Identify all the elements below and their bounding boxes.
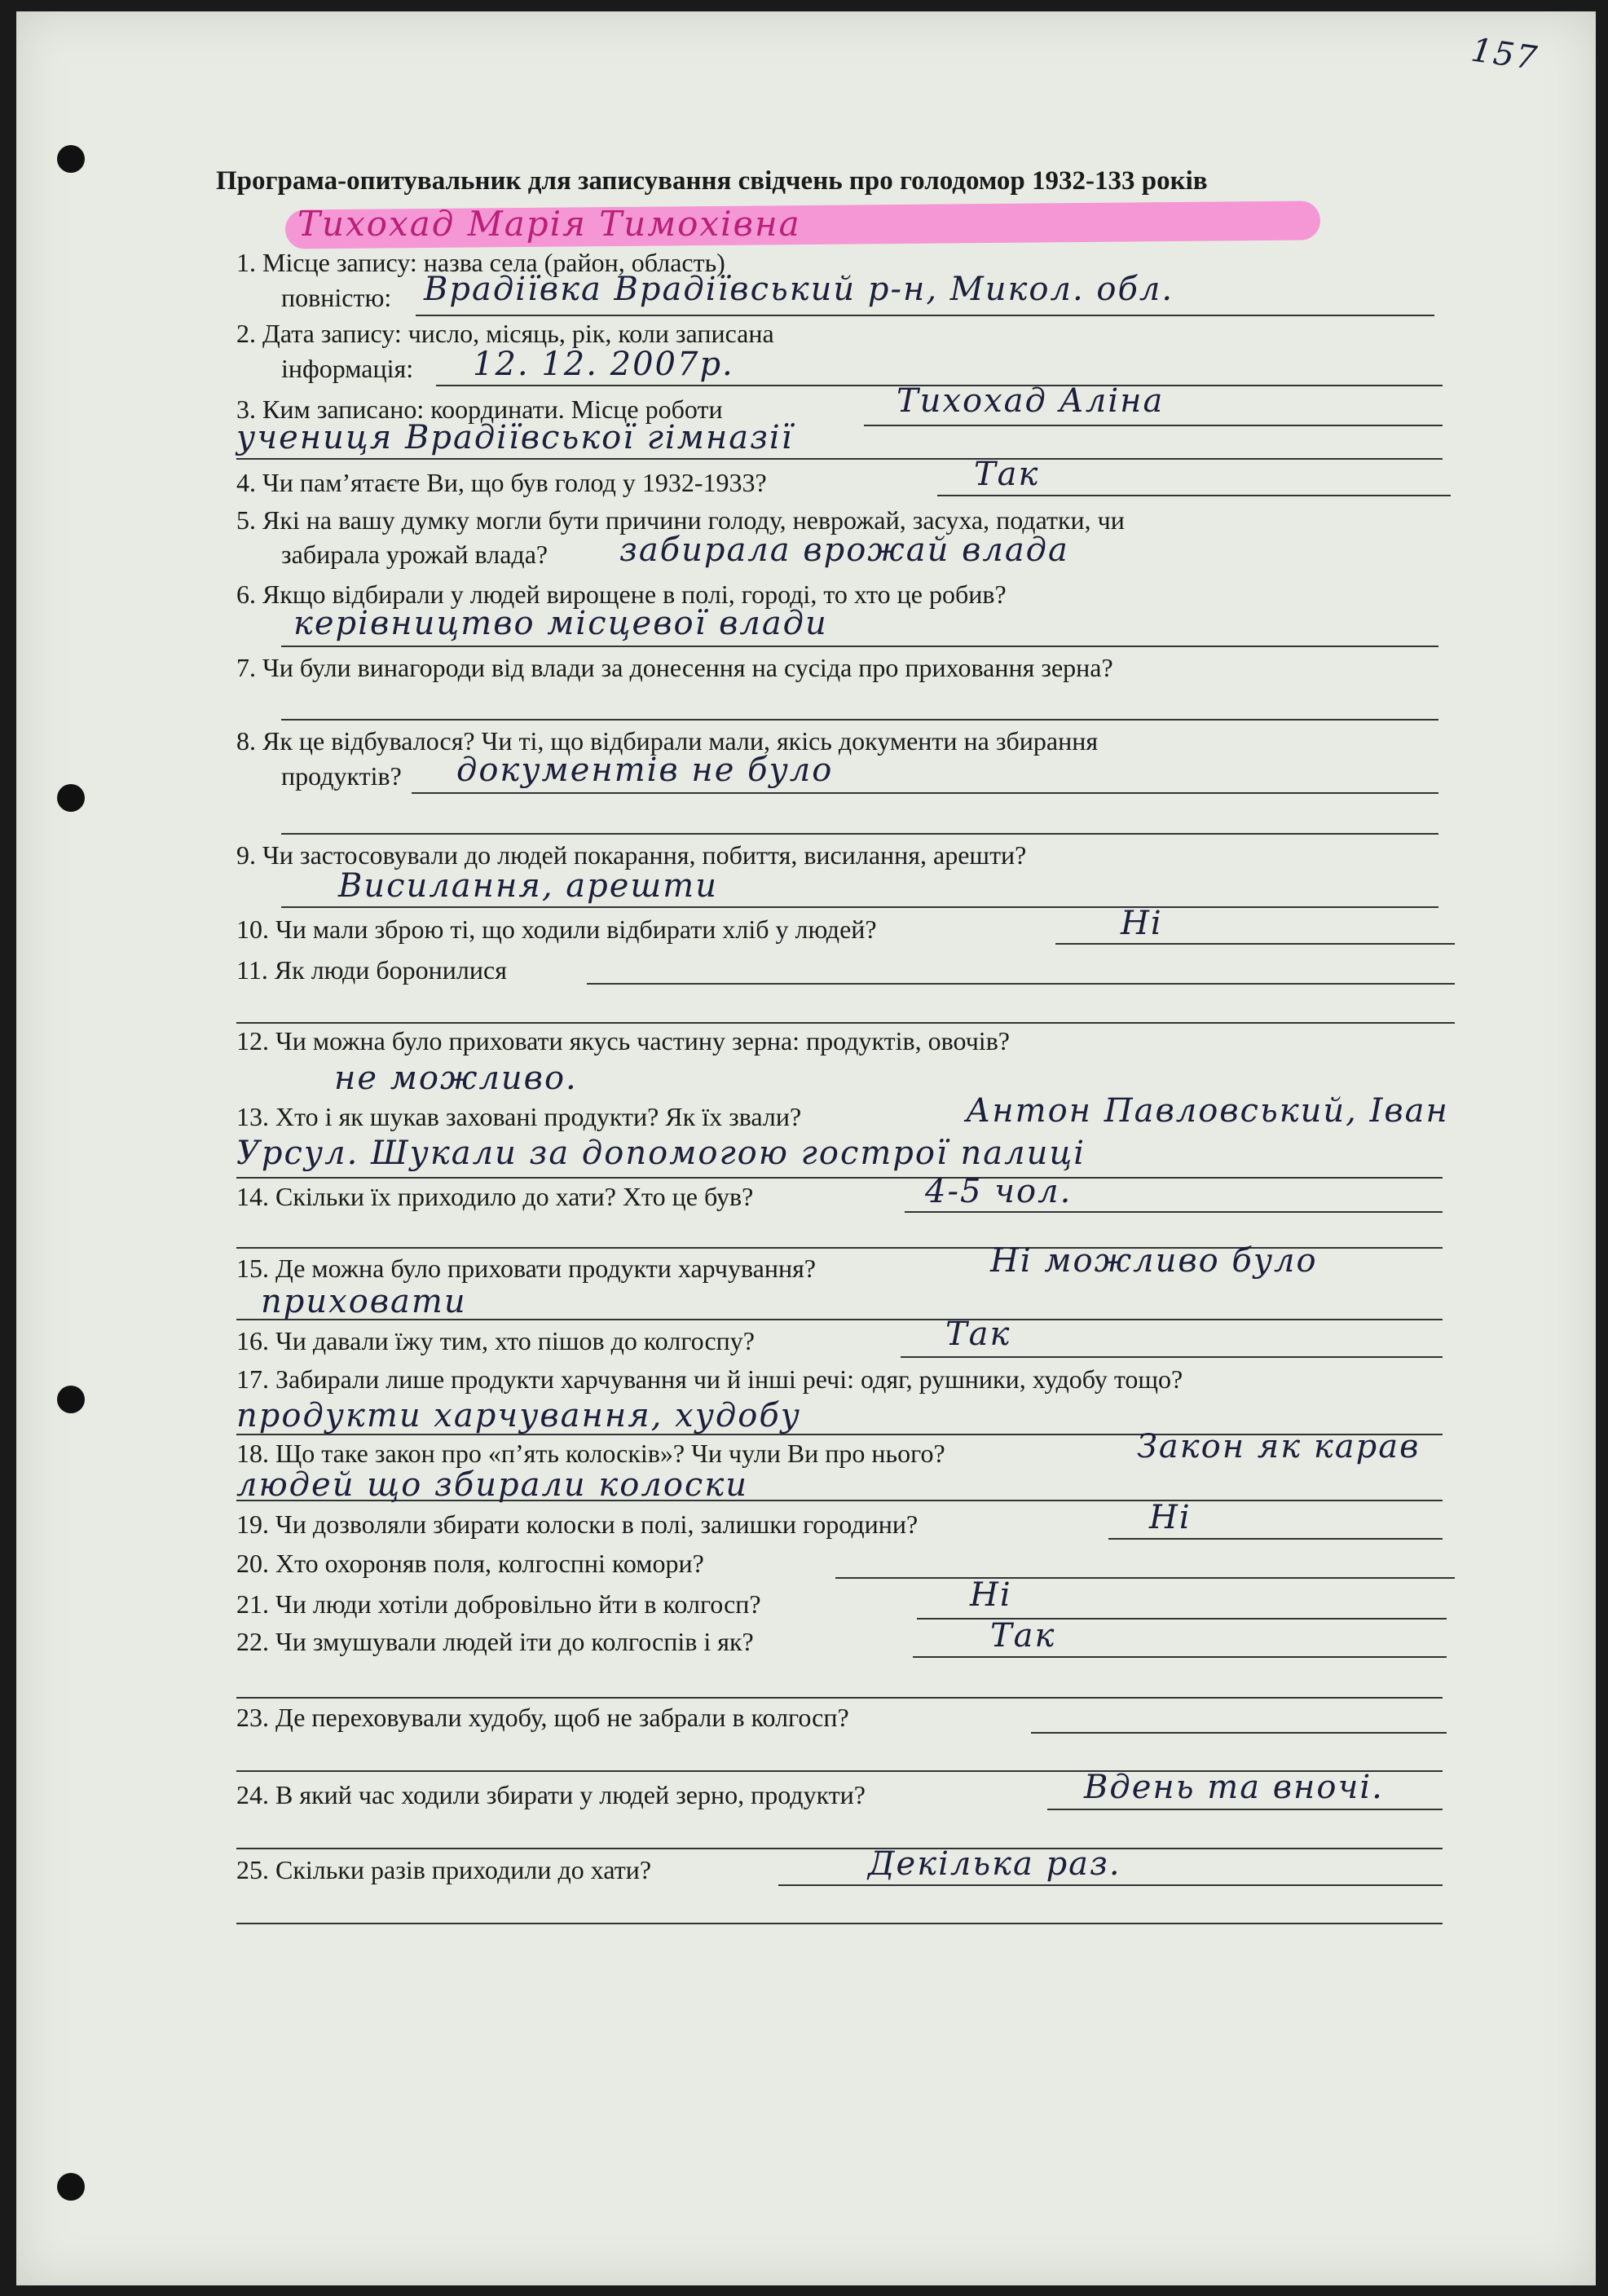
question-9: 9. Чи застосовували до людей покарання, побиття, висилання, арешти? xyxy=(236,840,1027,870)
question-5: 5. Які на вашу думку могли бути причини голоду, неврожай, засуха, податки, чи xyxy=(236,505,1125,535)
document-sheet xyxy=(16,11,1596,2285)
punch-hole-middle-2 xyxy=(57,1386,85,1413)
answer-21: Ні xyxy=(970,1576,1012,1614)
question-13: 13. Хто і як шукав заховані продукти? Як їх звали? xyxy=(236,1102,802,1131)
answer-line-19 xyxy=(1108,1538,1443,1540)
question-8-cont: продуктів? xyxy=(281,761,402,791)
question-2: 2. Дата запису: число, місяць, рік, коли записана xyxy=(236,319,774,348)
question-22: 22. Чи змушували людей іти до колгоспів і як? xyxy=(236,1627,754,1656)
question-4: 4. Чи пам’ятаєте Ви, що був голод у 1932-1933? xyxy=(236,468,767,497)
answer-3a: Тихохад Аліна xyxy=(897,382,1165,420)
answer-line-24b xyxy=(236,1848,1443,1849)
form-title: Програма-опитувальник для записування свідчень про голодомор 1932-133 років xyxy=(216,166,1208,196)
question-1-cont: повністю: xyxy=(281,283,392,312)
punch-hole-top xyxy=(57,145,85,173)
question-19: 19. Чи дозволяли збирати колоски в полі, залишки городини? xyxy=(236,1509,919,1539)
answer-line-11a xyxy=(587,983,1455,985)
answer-9: Висилання, арешти xyxy=(338,867,718,905)
answer-24: Вдень та вночі. xyxy=(1084,1769,1384,1806)
answer-line-8b xyxy=(281,833,1438,835)
answer-line-23a xyxy=(1031,1732,1447,1734)
answer-line-10 xyxy=(1055,943,1455,945)
answer-line-7 xyxy=(281,719,1438,721)
question-10: 10. Чи мали зброю ті, що ходили відбирати хліб у людей? xyxy=(236,914,877,944)
question-6: 6. Якщо відбирали у людей вирощене в полі, городі, то хто це робив? xyxy=(236,580,1007,609)
question-11: 11. Як люди боронилися xyxy=(236,955,507,985)
question-3: 3. Ким записано: координати. Місце роботи xyxy=(236,394,723,424)
answer-18b: людей що збирали колоски xyxy=(236,1466,748,1504)
answer-5: забирала врожай влада xyxy=(619,531,1069,569)
question-15: 15. Де можна було приховати продукти харчування? xyxy=(236,1254,816,1283)
answer-line-4 xyxy=(937,495,1451,496)
answer-1: Врадіївка Врадіївський р-н, Микол. обл. xyxy=(424,271,1174,308)
answer-25: Декілька раз. xyxy=(868,1845,1121,1883)
question-20: 20. Хто охороняв поля, колгоспні комори? xyxy=(236,1549,704,1578)
question-16: 16. Чи давали їжу тим, хто пішов до колгоспу? xyxy=(236,1326,755,1355)
answer-2: 12. 12. 2007р. xyxy=(473,346,734,383)
page-number: 157 xyxy=(1469,31,1541,78)
question-5-cont: забирала урожай влада? xyxy=(281,540,548,569)
answer-line-3a xyxy=(864,425,1443,426)
answer-line-11b xyxy=(236,1022,1455,1024)
answer-line-8a xyxy=(412,792,1438,794)
answer-13a: Антон Павловський, Іван xyxy=(966,1092,1449,1130)
answer-18a: Закон як карав xyxy=(1137,1428,1421,1465)
answer-line-24a xyxy=(1047,1809,1443,1810)
answer-line-6 xyxy=(281,646,1438,647)
answer-line-13 xyxy=(236,1177,1443,1179)
answer-10: Ні xyxy=(1121,905,1163,942)
question-23: 23. Де переховували худобу, щоб не забрали в колгосп? xyxy=(236,1703,849,1732)
answer-6: керівництво місцевої влади xyxy=(293,605,828,642)
answer-line-22a xyxy=(913,1656,1447,1658)
question-17: 17. Забирали лише продукти харчування чи й інші речі: одяг, рушники, худобу тощо? xyxy=(236,1364,1183,1394)
respondent-name: Тихохад Марія Тимохівна xyxy=(297,204,801,244)
answer-line-14a xyxy=(905,1211,1443,1213)
answer-line-25b xyxy=(236,1923,1443,1924)
punch-hole-middle-1 xyxy=(57,784,85,812)
answer-line-25a xyxy=(778,1884,1443,1886)
answer-line-22b xyxy=(236,1697,1443,1699)
answer-12: не можливо. xyxy=(334,1060,578,1097)
punch-hole-bottom xyxy=(57,2173,85,2201)
answer-line-3b xyxy=(236,458,1443,460)
answer-19: Ні xyxy=(1149,1499,1192,1536)
answer-8: документів не було xyxy=(456,751,834,789)
answer-13b: Урсул. Шукали за допомогою гострої палиці xyxy=(236,1135,1086,1172)
answer-14: 4-5 чол. xyxy=(925,1173,1073,1210)
question-8: 8. Як це відбувалося? Чи ті, що відбирали мали, якісь документи на збирання xyxy=(236,726,1099,756)
answer-22: Так xyxy=(990,1617,1056,1655)
question-2-cont: інформація: xyxy=(281,354,414,383)
answer-16: Так xyxy=(945,1315,1011,1353)
answer-15b: приховати xyxy=(261,1283,467,1320)
question-7: 7. Чи були винагороди від влади за донесення на сусіда про приховання зерна? xyxy=(236,653,1113,682)
question-24: 24. В який час ходили збирати у людей зерно, продукти? xyxy=(236,1780,866,1809)
question-1: 1. Місце запису: назва села (район, область) xyxy=(236,248,725,277)
answer-line-16 xyxy=(901,1356,1443,1358)
answer-17: продукти харчування, худобу xyxy=(236,1397,801,1434)
question-21: 21. Чи люди хотіли добровільно йти в колгосп? xyxy=(236,1589,761,1619)
answer-15a: Ні можливо було xyxy=(990,1242,1318,1280)
question-18: 18. Що таке закон про «п’ять колосків»? Чи чули Ви про нього? xyxy=(236,1439,945,1468)
answer-3b: учениця Врадіївської гімназії xyxy=(236,419,794,456)
answer-4: Так xyxy=(974,456,1040,493)
answer-line-1 xyxy=(416,315,1434,316)
question-14: 14. Скільки їх приходило до хати? Хто це був? xyxy=(236,1182,754,1211)
answer-line-20 xyxy=(835,1577,1455,1579)
answer-line-9 xyxy=(281,906,1438,908)
question-12: 12. Чи можна було приховати якусь частину зерна: продуктів, овочів? xyxy=(236,1026,1010,1055)
question-25: 25. Скільки разів приходили до хати? xyxy=(236,1855,652,1884)
